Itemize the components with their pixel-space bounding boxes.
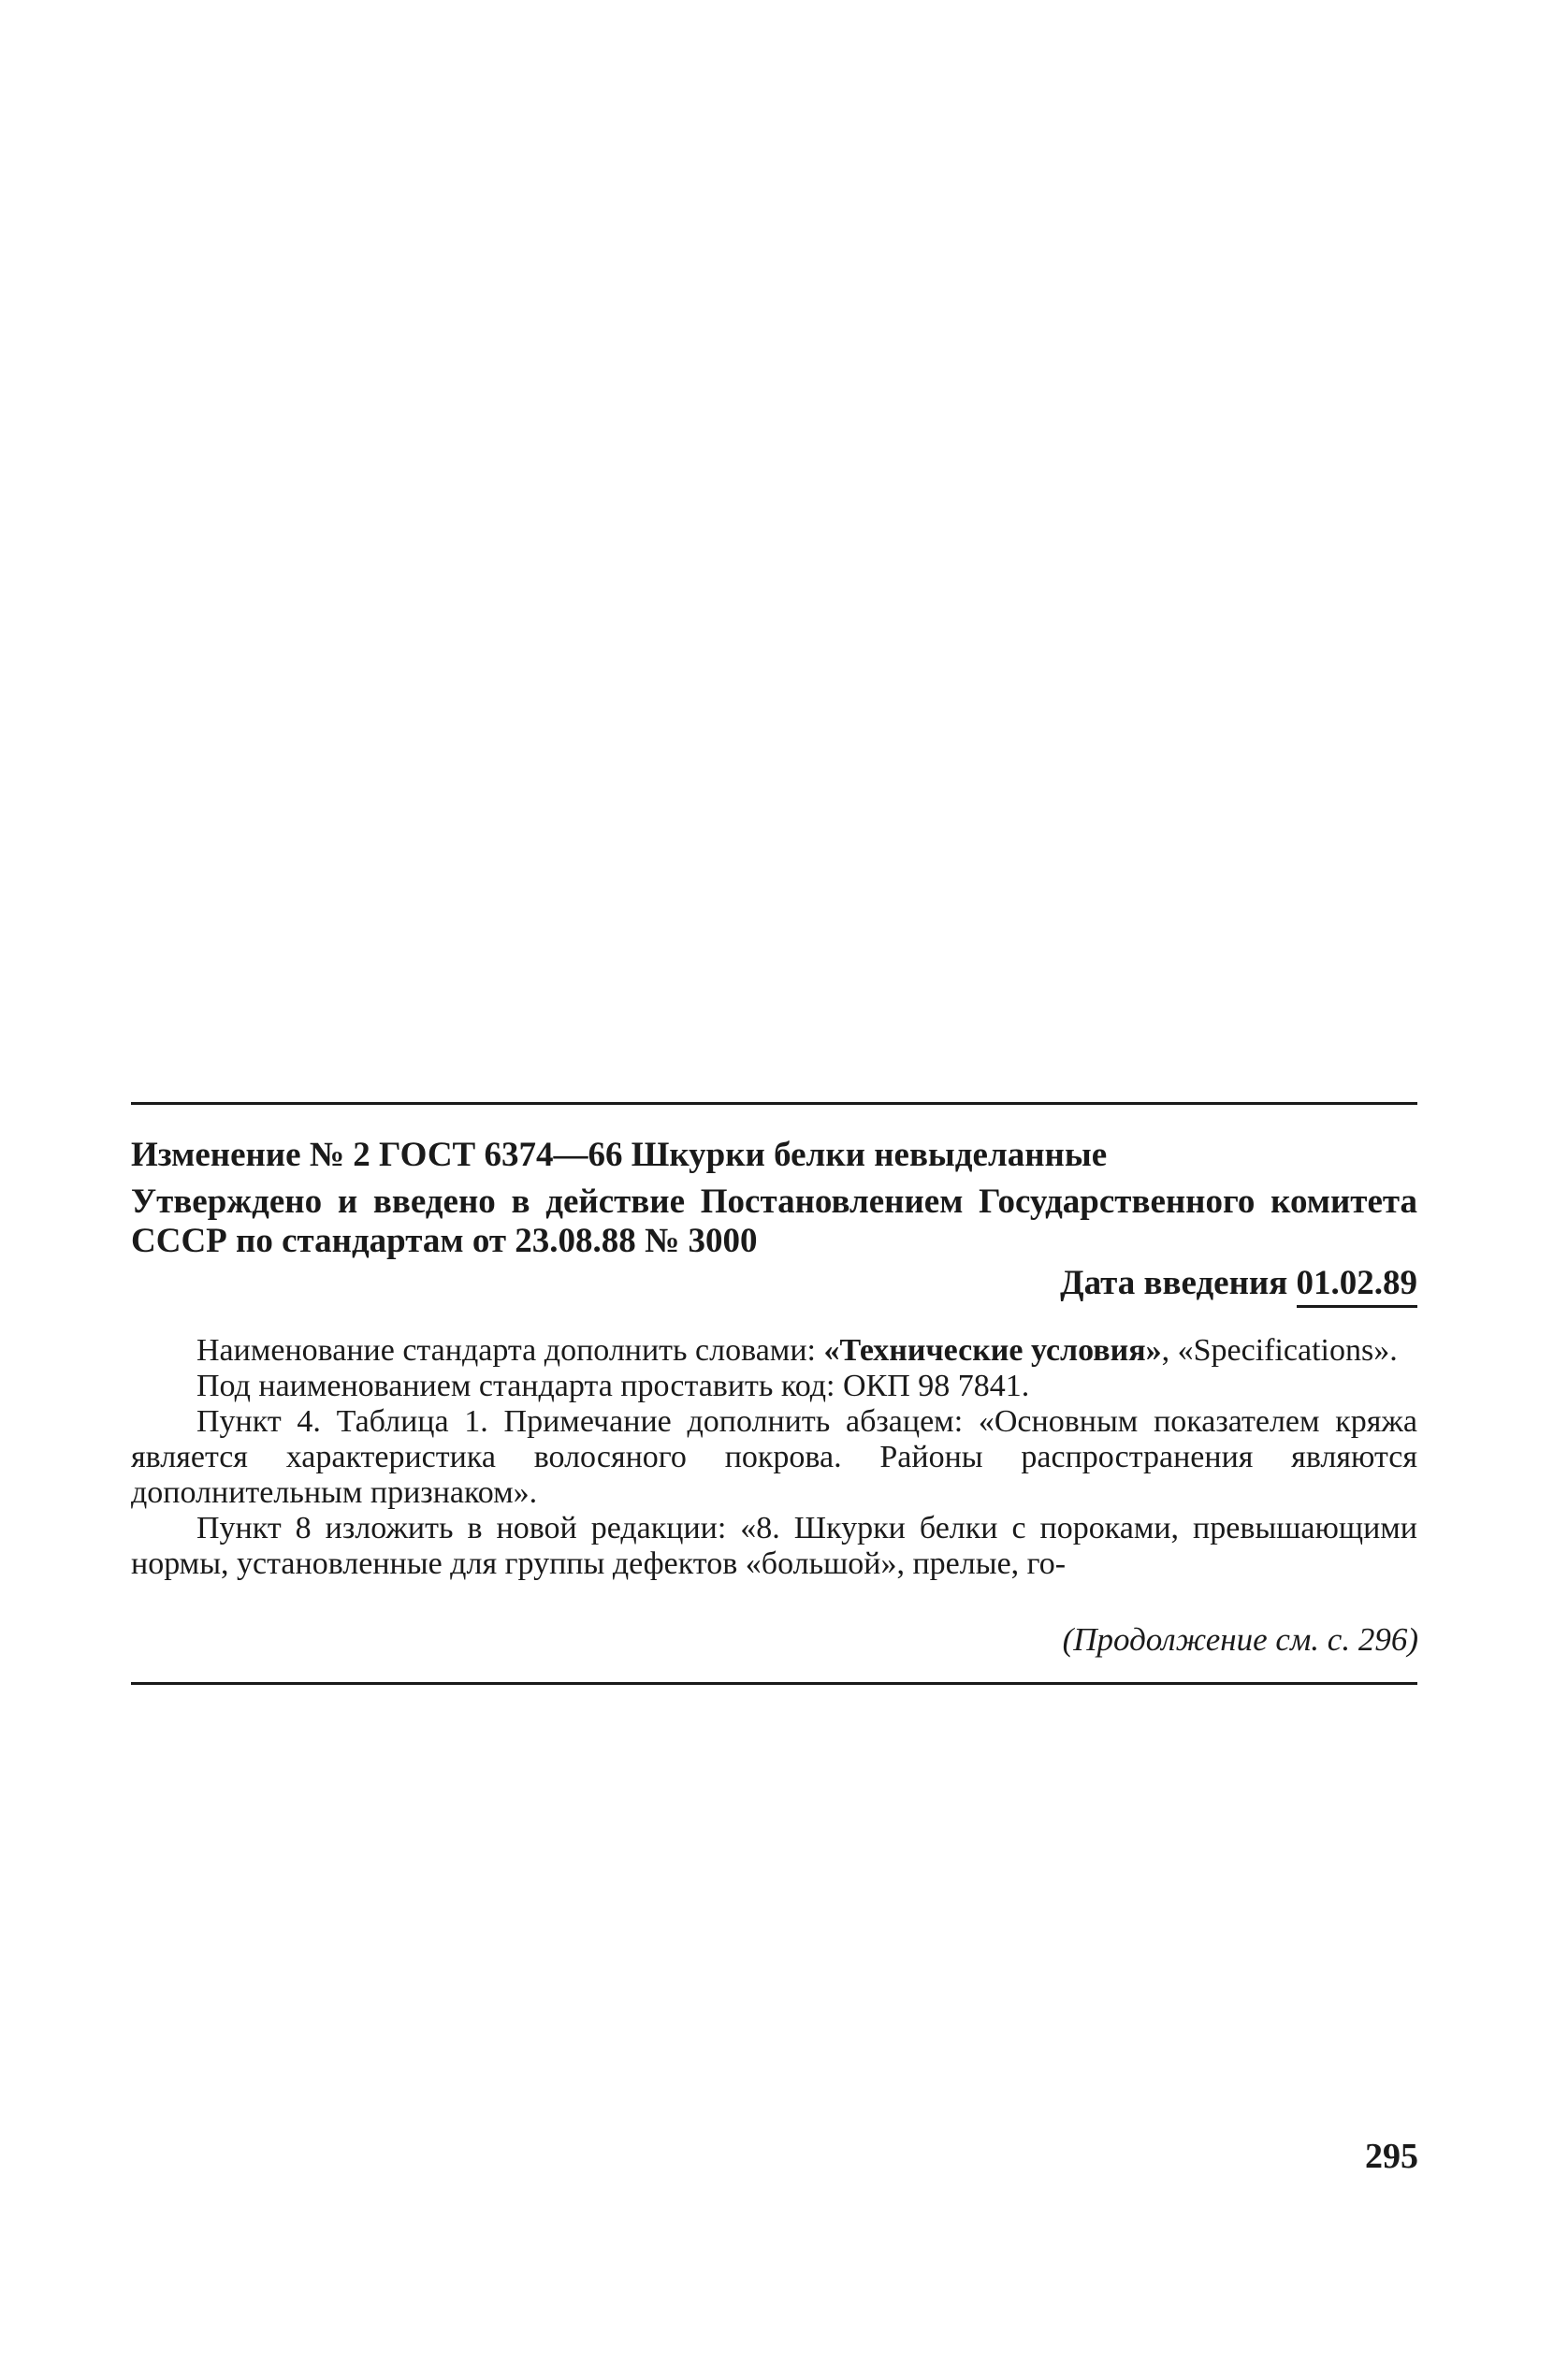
page-number: 295 [1365, 2137, 1418, 2176]
paragraph-1-bold: «Технические условия» [823, 1333, 1162, 1368]
paragraph-1-end: , «Specifications». [1161, 1333, 1398, 1368]
bottom-rule [131, 1682, 1417, 1685]
effective-date-value: 01.02.89 [1297, 1263, 1418, 1308]
paragraph-3: Пункт 4. Таблица 1. Примечание дополнить абзацем: «Основным показателем кряжа является характеристика волосяного покрова. Районы распространения являются дополнительным признаком». [131, 1404, 1417, 1510]
approval-line-1: Утверждено и введено в действие Постановлением Государственного комитета [131, 1182, 1417, 1221]
effective-date-label: Дата введения [1060, 1264, 1297, 1302]
paragraph-4: Пункт 8 изложить в новой редакции: «8. Шкурки белки с пороками, превышающими нормы, установленные для группы дефектов «большой», прелые, го- [131, 1511, 1417, 1581]
paragraph-1-start: Наименование стандарта дополнить словами: [196, 1333, 824, 1368]
continuation-note: (Продолжение см. с. 296) [1062, 1621, 1418, 1658]
amendment-body [131, 1333, 1417, 1582]
paragraph-1 [131, 1333, 1417, 1369]
approval-line-2: СССР по стандартам от 23.08.88 № 3000 [131, 1222, 758, 1260]
document-title: Изменение № 2 ГОСТ 6374—66 Шкурки белки невыделанные [131, 1136, 1108, 1174]
paragraph-2: Под наименованием стандарта проставить код: ОКП 98 7841. [196, 1369, 1030, 1403]
effective-date [1060, 1263, 1417, 1308]
top-rule [131, 1102, 1417, 1105]
